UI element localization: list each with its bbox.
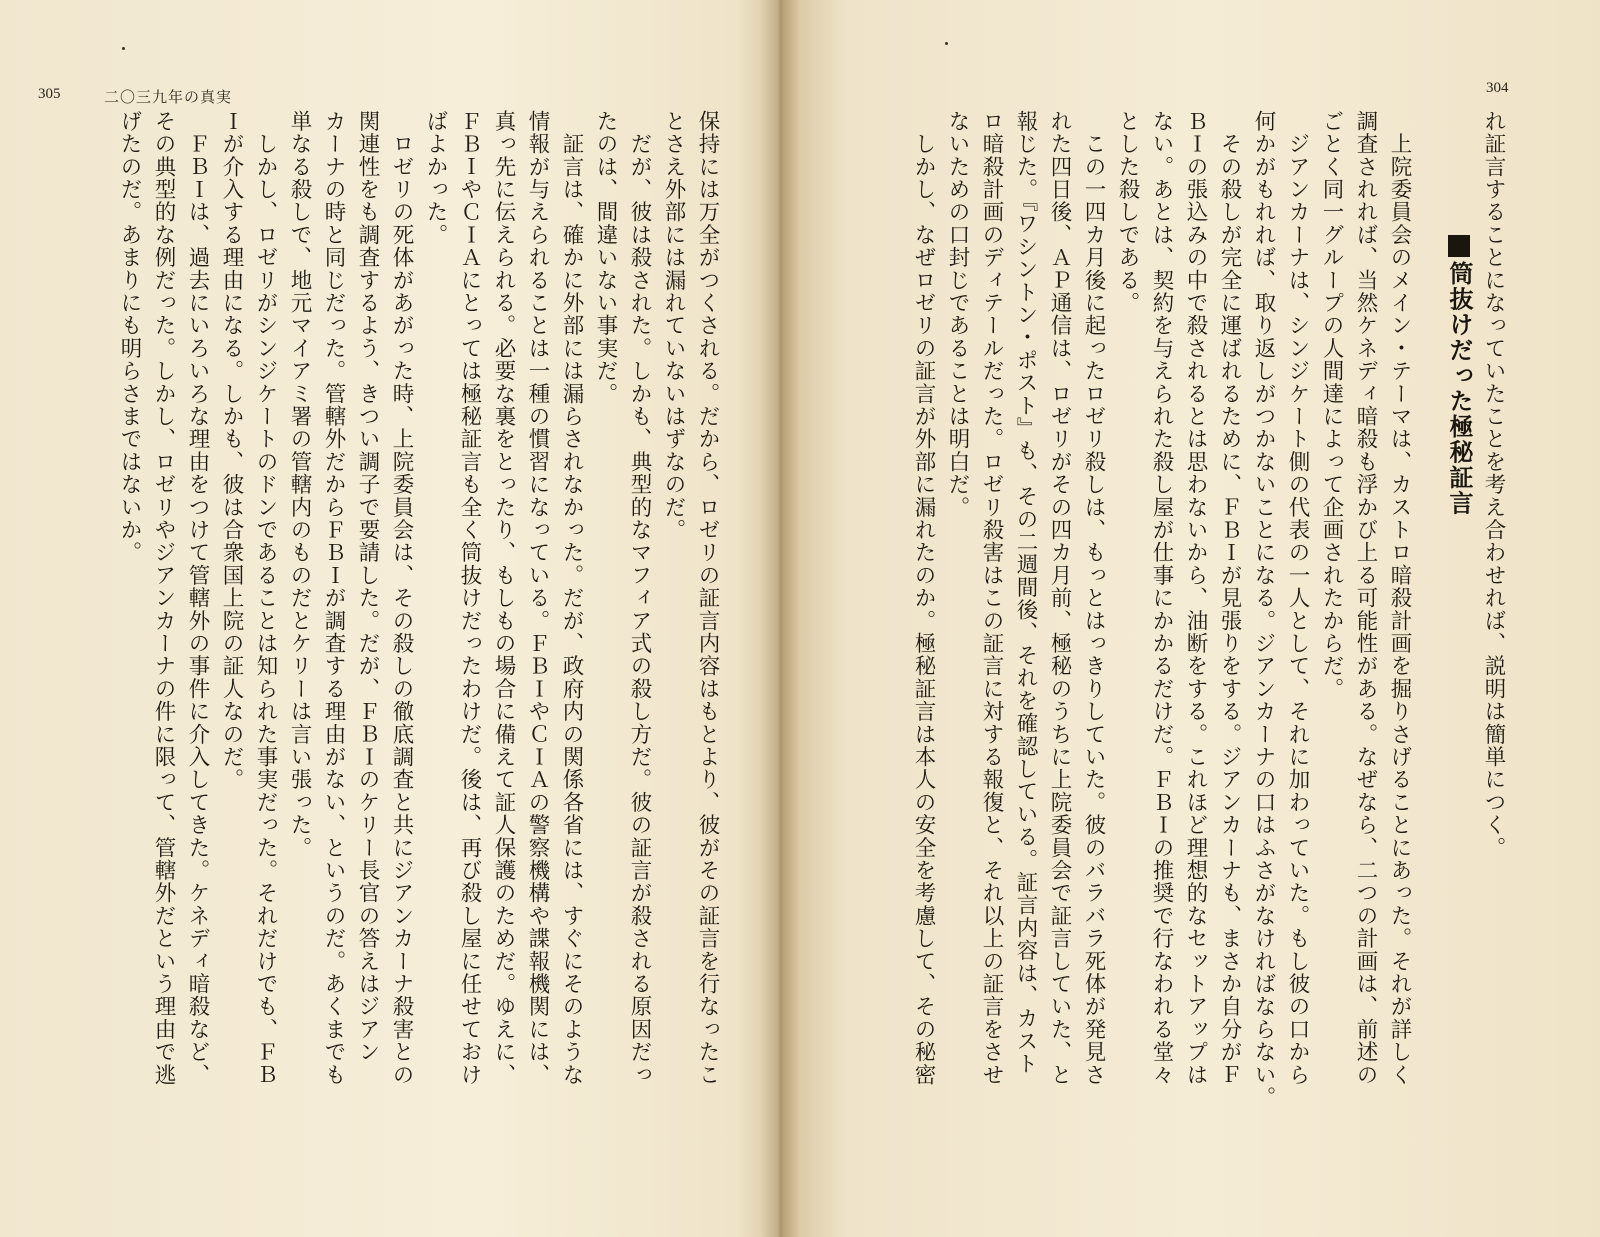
text-line: ジアンカーナは、シンジケート側の代表の一人として、それに加わっていた。もし彼の口から [1285, 110, 1310, 1087]
text-line: ない。あとは、契約を与えられた殺し屋が仕事にかかるだけだ。ＦＢＩの推奨で行なわれる堂々 [1149, 110, 1174, 1087]
text-line: 真っ先に伝えられる。必要な裏をとったり、もしもの場合に備えて証人保護のためだ。ゆえに、 [491, 110, 516, 1087]
text-line: 報じた。『ワシントン・ポスト』も、その二週間後、それを確認している。証言内容は、カスト [1013, 110, 1038, 1076]
text-line: ロゼリの死体があがった時、上院委員会は、その殺しの徹底調査と共にジアンカーナ殺害との [389, 110, 414, 1087]
section-heading [1416, 110, 1476, 1200]
text-line: げたのだ。あまりにも明らさまではないか。 [117, 110, 142, 564]
text-line: 調査されれば、当然ケネディ暗殺も浮かび上る可能性がある。なぜなら、二つの計画は、前述の [1353, 110, 1378, 1087]
left-page [0, 0, 778, 1237]
running-head: 二〇三九年の真実 [104, 88, 233, 106]
text-line: たのは、間違いない事実だ。 [593, 110, 618, 406]
text-line: とさえ外部には漏れていないはずなのだ。 [661, 110, 686, 542]
text-line: 保持には万全がつくされる。だから、ロゼリの証言内容はもとより、彼がその証言を行なったこ [695, 110, 720, 1087]
text-line: Ｉが介入する理由になる。しかも、彼は合衆国上院の証人なのだ。 [219, 110, 244, 791]
text-line: れ証言することになっていたことを考え合わせれば、説明は簡単につく。 [1481, 110, 1506, 860]
text-line: れた四日後、ＡＰ通信は、ロゼリがその四カ月前、極秘のうちに上院委員会で証言していた、と [1047, 110, 1072, 1087]
text-line: 証言は、確かに外部には漏らされなかった。だが、政府内の関係各省には、すぐにそのような [559, 110, 584, 1087]
left-text-column [38, 110, 724, 1200]
text-line: ばよかった。 [423, 110, 448, 247]
text-line: ＦＢＩは、過去にいろいろな理由をつけて管轄外の事件に介入してきた。ケネディ暗殺など、 [185, 110, 210, 1087]
text-line: カーナの時と同じだった。管轄外だからＦＢＩが調査する理由がない、というのだ。あくまでも [321, 110, 346, 1087]
text-line: ＢＩの張込みの中で殺されるとは思わないから、油断をする。これほど理想的なセットアップは [1183, 110, 1208, 1087]
text-line: ＦＢＩやＣＩＡにとっては極秘証言も全く筒抜けだったわけだ。後は、再び殺し屋に任せておけ [457, 110, 482, 1087]
left-page-number: 305 [38, 86, 61, 102]
right-page-number: 304 [1486, 80, 1509, 96]
text-line: だが、彼は殺された。しかも、典型的なマフィア式の殺し方だ。彼の証言が殺される原因だっ [627, 110, 652, 1087]
text-line: 情報が与えられることは一種の慣習になっている。ＦＢＩやＣＩＡの警察機構や諜報機関には、 [525, 110, 550, 1087]
text-line: しかし、ロゼリがシンジケートのドンであることは知られた事実だった。それだけでも、ＦＢ [253, 110, 278, 1087]
text-line: 関連性をも調査するよう、きつい調子で要請した。だが、ＦＢＩのケリー長官の答えはジアン [355, 110, 380, 1064]
text-line: 上院委員会のメイン・テーマは、カストロ暗殺計画を掘りさげることにあった。それが詳しく [1387, 110, 1412, 1087]
text-line: この一四カ月後に起ったロゼリ殺しは、もっとはっきりしていた。彼のバラバラ死体が発見さ [1081, 110, 1106, 1087]
right-text-column [840, 110, 1510, 1200]
text-line: その典型的な例だった。しかし、ロゼリやジアンカーナの件に限って、管轄外だという理由で逃 [151, 110, 176, 1087]
text-line: 何かがもれれば、取り返しがつかないことになる。ジアンカーナの口はふさがなければならない。 [1251, 110, 1276, 1109]
square-bullet-icon [1448, 235, 1470, 257]
text-line: ないための口封じであることは明白だ。 [945, 110, 970, 519]
text-line: その殺しが完全に運ばれるために、ＦＢＩが見張りをする。ジアンカーナも、まさか自分がＦ [1217, 110, 1242, 1087]
right-page [790, 0, 1600, 1237]
text-line: ごとく同一グループの人間達によって企画されたからだ。 [1319, 110, 1344, 701]
section-heading-text: 筒抜けだった極秘証言 [1445, 261, 1473, 516]
text-line: ロ暗殺計画のディテールだった。ロゼリ殺害はこの証言に対する報復と、それ以上の証言をさせ [979, 110, 1004, 1087]
text-line: しかし、なぜロゼリの証言が外部に漏れたのか。極秘証言は本人の安全を考慮して、その秘密 [911, 110, 936, 1087]
text-line: とした殺しである。 [1115, 110, 1140, 315]
text-line: 単なる殺しで、地元マイアミ署の管轄内のものだとケリーは言い張った。 [287, 110, 312, 860]
